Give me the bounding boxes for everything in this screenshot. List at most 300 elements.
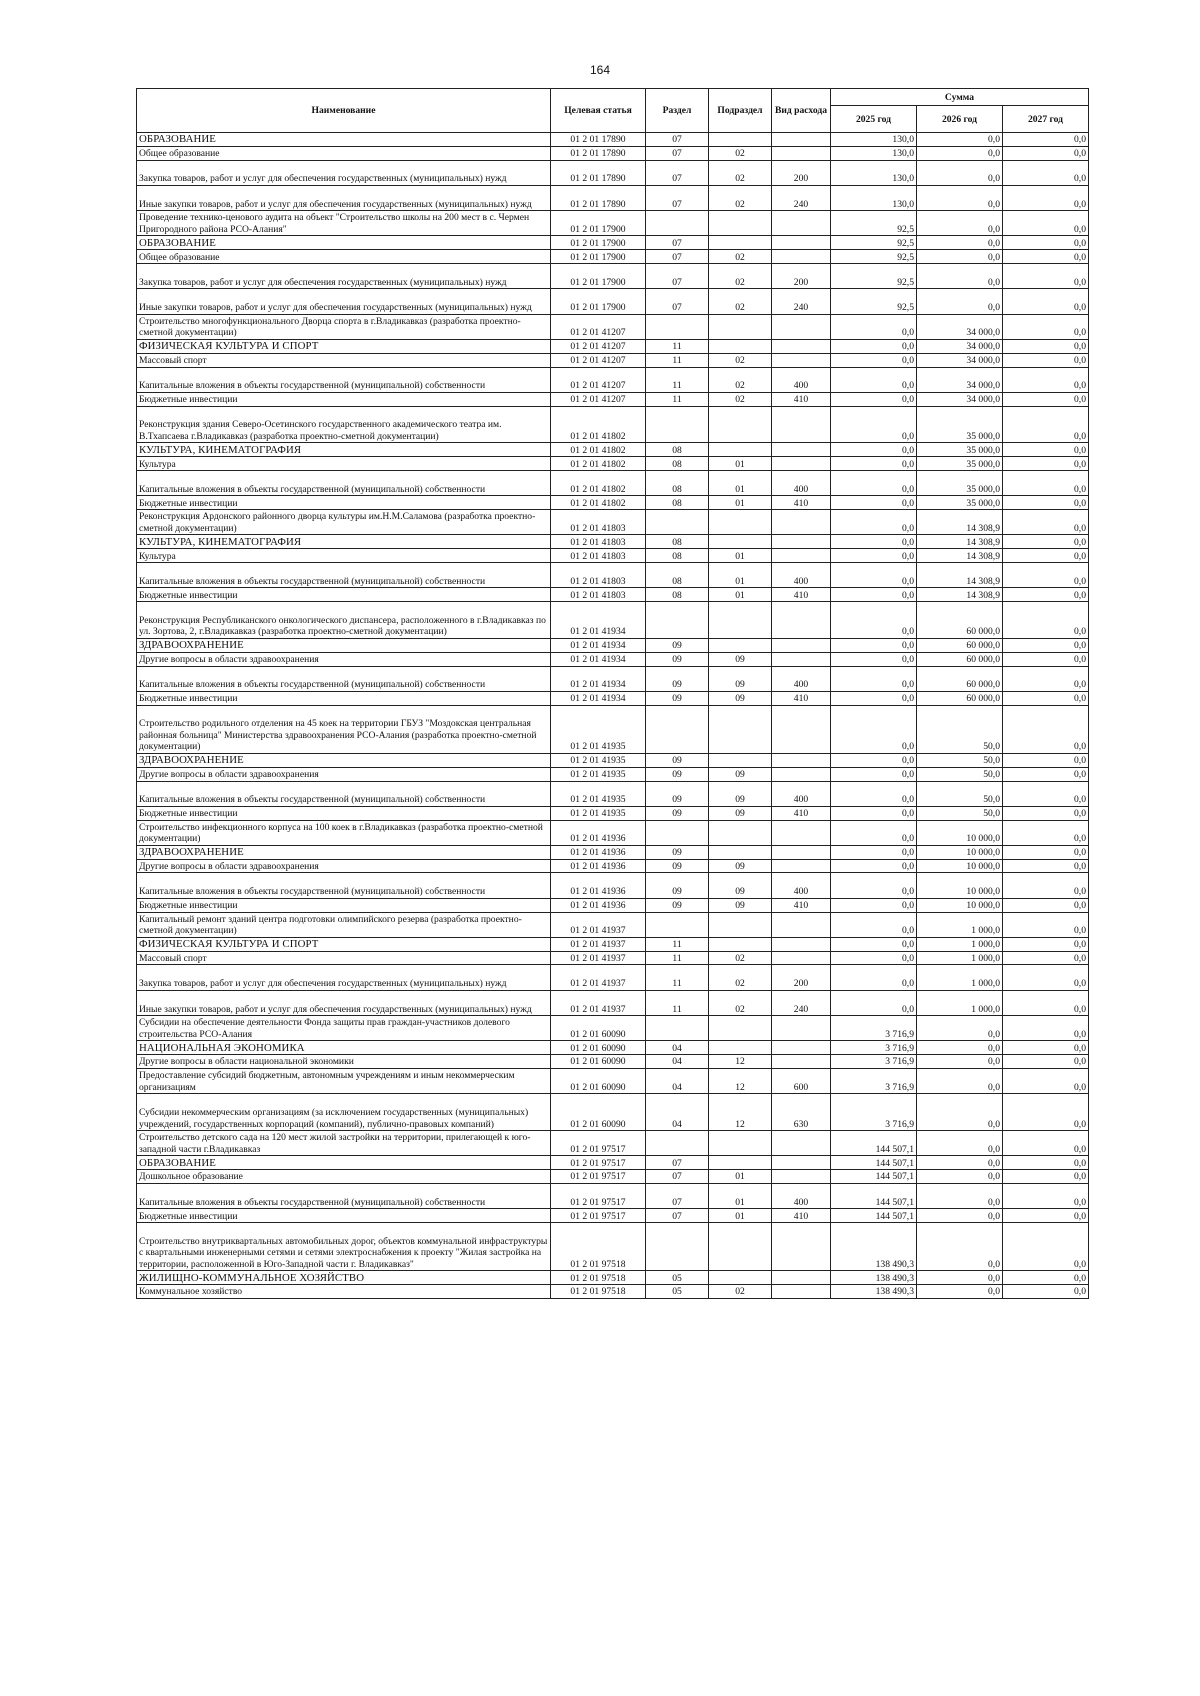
cell-sum-2026: 14 308,9 (917, 588, 1003, 602)
cell-section: 09 (646, 666, 709, 691)
cell-subsection: 09 (709, 898, 772, 912)
cell-section: 07 (646, 133, 709, 147)
table-row (137, 1223, 1089, 1271)
table-row (137, 471, 1089, 496)
cell-expense-kind (772, 912, 831, 937)
cell-sum-2027: 0,0 (1003, 535, 1089, 549)
cell-sum-2026: 50,0 (917, 806, 1003, 820)
cell-name: Общее образование (137, 146, 551, 160)
cell-section: 11 (646, 965, 709, 990)
cell-subsection (709, 1016, 772, 1041)
cell-sum-2026: 60 000,0 (917, 638, 1003, 652)
cell-section (646, 912, 709, 937)
cell-subsection: 09 (709, 767, 772, 781)
cell-name: Бюджетные инвестиции (137, 1209, 551, 1223)
cell-expense-kind (772, 314, 831, 339)
cell-sum-2025: 0,0 (831, 873, 917, 898)
cell-subsection: 01 (709, 549, 772, 563)
cell-section: 09 (646, 845, 709, 859)
cell-name: Капитальные вложения в объекты государственной (муниципальной) собственности (137, 563, 551, 588)
cell-sum-2027: 0,0 (1003, 353, 1089, 367)
cell-sum-2027: 0,0 (1003, 160, 1089, 185)
cell-target-article: 01 2 01 41935 (551, 806, 646, 820)
table-row (137, 652, 1089, 666)
cell-subsection: 09 (709, 781, 772, 806)
cell-expense-kind (772, 236, 831, 250)
cell-sum-2025: 0,0 (831, 314, 917, 339)
table-row (137, 1068, 1089, 1093)
cell-subsection (709, 1131, 772, 1156)
cell-section (646, 1131, 709, 1156)
cell-name: Дошкольное образование (137, 1170, 551, 1184)
cell-target-article: 01 2 01 17890 (551, 133, 646, 147)
cell-sum-2027: 0,0 (1003, 250, 1089, 264)
cell-sum-2026: 34 000,0 (917, 392, 1003, 406)
cell-sum-2027: 0,0 (1003, 691, 1089, 705)
cell-sum-2025: 0,0 (831, 549, 917, 563)
cell-sum-2026: 34 000,0 (917, 367, 1003, 392)
cell-subsection: 09 (709, 806, 772, 820)
cell-target-article: 01 2 01 60090 (551, 1068, 646, 1093)
cell-section: 09 (646, 873, 709, 898)
cell-subsection (709, 1271, 772, 1285)
cell-target-article: 01 2 01 41935 (551, 781, 646, 806)
cell-expense-kind (772, 353, 831, 367)
table-row (137, 638, 1089, 652)
cell-sum-2027: 0,0 (1003, 781, 1089, 806)
header-year-2025: 2025 год (831, 106, 917, 133)
cell-name: Проведение технико-ценового аудита на объект "Строительство школы на 200 мест в с. Чермен Пригородного района РСО-Алания" (137, 211, 551, 236)
cell-sum-2027: 0,0 (1003, 185, 1089, 210)
cell-sum-2026: 50,0 (917, 767, 1003, 781)
cell-subsection (709, 602, 772, 639)
cell-sum-2025: 0,0 (831, 406, 917, 443)
cell-expense-kind: 400 (772, 563, 831, 588)
cell-section (646, 510, 709, 535)
cell-sum-2027: 0,0 (1003, 264, 1089, 289)
cell-sum-2027: 0,0 (1003, 638, 1089, 652)
cell-sum-2027: 0,0 (1003, 845, 1089, 859)
cell-sum-2025: 3 716,9 (831, 1094, 917, 1131)
cell-sum-2025: 0,0 (831, 443, 917, 457)
cell-sum-2025: 92,5 (831, 250, 917, 264)
cell-sum-2025: 0,0 (831, 951, 917, 965)
cell-expense-kind: 410 (772, 691, 831, 705)
cell-expense-kind (772, 250, 831, 264)
cell-sum-2026: 0,0 (917, 1285, 1003, 1299)
table-row (137, 602, 1089, 639)
cell-subsection: 01 (709, 563, 772, 588)
cell-sum-2026: 0,0 (917, 1209, 1003, 1223)
cell-subsection: 02 (709, 965, 772, 990)
cell-section: 04 (646, 1041, 709, 1055)
cell-sum-2026: 0,0 (917, 1156, 1003, 1170)
cell-sum-2025: 144 507,1 (831, 1131, 917, 1156)
cell-sum-2026: 34 000,0 (917, 353, 1003, 367)
cell-expense-kind: 410 (772, 588, 831, 602)
cell-sum-2026: 1 000,0 (917, 965, 1003, 990)
cell-target-article: 01 2 01 41207 (551, 339, 646, 353)
cell-expense-kind (772, 535, 831, 549)
cell-sum-2026: 10 000,0 (917, 873, 1003, 898)
cell-name: ЗДРАВООХРАНЕНИЕ (137, 638, 551, 652)
cell-sum-2026: 10 000,0 (917, 820, 1003, 845)
cell-sum-2025: 3 716,9 (831, 1055, 917, 1069)
cell-target-article: 01 2 01 41803 (551, 549, 646, 563)
cell-section (646, 211, 709, 236)
cell-name: Капитальные вложения в объекты государственной (муниципальной) собственности (137, 781, 551, 806)
cell-target-article: 01 2 01 41934 (551, 602, 646, 639)
cell-subsection: 09 (709, 652, 772, 666)
cell-subsection (709, 1156, 772, 1170)
cell-section: 04 (646, 1055, 709, 1069)
cell-name: Иные закупки товаров, работ и услуг для обеспечения государственных (муниципальных) нужд (137, 990, 551, 1015)
cell-sum-2027: 0,0 (1003, 549, 1089, 563)
cell-expense-kind (772, 767, 831, 781)
header-target-article: Целевая статья (551, 89, 646, 133)
cell-subsection: 09 (709, 691, 772, 705)
cell-sum-2025: 138 490,3 (831, 1271, 917, 1285)
table-row (137, 1094, 1089, 1131)
table-row (137, 1055, 1089, 1069)
cell-sum-2026: 10 000,0 (917, 859, 1003, 873)
cell-section: 04 (646, 1068, 709, 1093)
cell-target-article: 01 2 01 17900 (551, 250, 646, 264)
table-row (137, 705, 1089, 753)
cell-sum-2025: 138 490,3 (831, 1223, 917, 1271)
cell-target-article: 01 2 01 41937 (551, 990, 646, 1015)
cell-name: Строительство многофункционального Дворца спорта в г.Владикавказ (разработка проектно-сметной документации) (137, 314, 551, 339)
cell-sum-2026: 0,0 (917, 1170, 1003, 1184)
cell-name: Иные закупки товаров, работ и услуг для обеспечения государственных (муниципальных) нужд (137, 289, 551, 314)
cell-expense-kind (772, 549, 831, 563)
table-row (137, 1016, 1089, 1041)
cell-sum-2027: 0,0 (1003, 443, 1089, 457)
cell-target-article: 01 2 01 41935 (551, 705, 646, 753)
cell-expense-kind (772, 339, 831, 353)
cell-expense-kind (772, 1170, 831, 1184)
cell-subsection (709, 211, 772, 236)
table-row (137, 236, 1089, 250)
cell-subsection (709, 1223, 772, 1271)
cell-subsection: 01 (709, 471, 772, 496)
cell-name: ОБРАЗОВАНИЕ (137, 133, 551, 147)
cell-sum-2025: 0,0 (831, 937, 917, 951)
cell-expense-kind: 200 (772, 264, 831, 289)
cell-target-article: 01 2 01 97517 (551, 1131, 646, 1156)
cell-subsection (709, 1041, 772, 1055)
cell-sum-2027: 0,0 (1003, 753, 1089, 767)
cell-section: 09 (646, 753, 709, 767)
table-header (137, 89, 1089, 133)
cell-section (646, 705, 709, 753)
cell-sum-2027: 0,0 (1003, 471, 1089, 496)
cell-name: КУЛЬТУРА, КИНЕМАТОГРАФИЯ (137, 535, 551, 549)
cell-target-article: 01 2 01 41207 (551, 314, 646, 339)
cell-section: 07 (646, 160, 709, 185)
cell-target-article: 01 2 01 41207 (551, 392, 646, 406)
cell-target-article: 01 2 01 41207 (551, 353, 646, 367)
table-row (137, 691, 1089, 705)
cell-sum-2025: 92,5 (831, 289, 917, 314)
cell-target-article: 01 2 01 60090 (551, 1016, 646, 1041)
cell-section: 04 (646, 1094, 709, 1131)
cell-target-article: 01 2 01 41937 (551, 951, 646, 965)
cell-target-article: 01 2 01 41937 (551, 937, 646, 951)
table-row (137, 990, 1089, 1015)
cell-subsection: 02 (709, 951, 772, 965)
cell-subsection: 01 (709, 1183, 772, 1208)
cell-sum-2026: 0,0 (917, 146, 1003, 160)
cell-name: Бюджетные инвестиции (137, 898, 551, 912)
cell-name: Строительство инфекционного корпуса на 100 коек в г.Владикавказ (разработка проектно-сметной документации) (137, 820, 551, 845)
cell-sum-2027: 0,0 (1003, 496, 1089, 510)
cell-sum-2026: 35 000,0 (917, 443, 1003, 457)
cell-expense-kind: 410 (772, 1209, 831, 1223)
cell-section (646, 406, 709, 443)
table-row (137, 443, 1089, 457)
cell-sum-2025: 130,0 (831, 146, 917, 160)
cell-sum-2027: 0,0 (1003, 1271, 1089, 1285)
cell-sum-2026: 35 000,0 (917, 406, 1003, 443)
cell-name: Другие вопросы в области здравоохранения (137, 859, 551, 873)
cell-subsection: 12 (709, 1055, 772, 1069)
cell-subsection: 12 (709, 1068, 772, 1093)
cell-sum-2025: 0,0 (831, 898, 917, 912)
cell-sum-2027: 0,0 (1003, 859, 1089, 873)
table-row (137, 264, 1089, 289)
cell-name: Культура (137, 549, 551, 563)
cell-section: 11 (646, 937, 709, 951)
cell-sum-2025: 0,0 (831, 496, 917, 510)
cell-sum-2025: 0,0 (831, 638, 917, 652)
cell-target-article: 01 2 01 41936 (551, 898, 646, 912)
cell-target-article: 01 2 01 41802 (551, 471, 646, 496)
cell-sum-2027: 0,0 (1003, 1055, 1089, 1069)
cell-sum-2027: 0,0 (1003, 406, 1089, 443)
cell-name: Бюджетные инвестиции (137, 588, 551, 602)
cell-sum-2026: 0,0 (917, 133, 1003, 147)
cell-name: ЗДРАВООХРАНЕНИЕ (137, 845, 551, 859)
cell-expense-kind: 200 (772, 160, 831, 185)
cell-sum-2025: 0,0 (831, 753, 917, 767)
cell-sum-2027: 0,0 (1003, 820, 1089, 845)
cell-section: 07 (646, 1156, 709, 1170)
cell-sum-2027: 0,0 (1003, 1285, 1089, 1299)
cell-sum-2027: 0,0 (1003, 236, 1089, 250)
cell-target-article: 01 2 01 41802 (551, 496, 646, 510)
cell-target-article: 01 2 01 41803 (551, 588, 646, 602)
cell-subsection: 02 (709, 264, 772, 289)
budget-table (136, 88, 1089, 1299)
table-row (137, 951, 1089, 965)
cell-sum-2027: 0,0 (1003, 1016, 1089, 1041)
cell-section: 07 (646, 1170, 709, 1184)
table-body (137, 133, 1089, 1299)
cell-target-article: 01 2 01 41934 (551, 666, 646, 691)
cell-expense-kind (772, 1041, 831, 1055)
cell-sum-2027: 0,0 (1003, 898, 1089, 912)
table-row (137, 133, 1089, 147)
table-row (137, 937, 1089, 951)
cell-target-article: 01 2 01 41936 (551, 845, 646, 859)
table-row (137, 339, 1089, 353)
cell-expense-kind (772, 1285, 831, 1299)
cell-sum-2026: 0,0 (917, 1183, 1003, 1208)
cell-target-article: 01 2 01 17900 (551, 264, 646, 289)
cell-sum-2027: 0,0 (1003, 912, 1089, 937)
cell-expense-kind: 410 (772, 806, 831, 820)
cell-section: 11 (646, 392, 709, 406)
cell-target-article: 01 2 01 60090 (551, 1055, 646, 1069)
header-name: Наименование (137, 89, 551, 133)
cell-sum-2026: 0,0 (917, 1223, 1003, 1271)
cell-sum-2025: 0,0 (831, 588, 917, 602)
cell-sum-2026: 0,0 (917, 185, 1003, 210)
table-row (137, 753, 1089, 767)
cell-name: Бюджетные инвестиции (137, 806, 551, 820)
cell-sum-2027: 0,0 (1003, 873, 1089, 898)
cell-section: 09 (646, 898, 709, 912)
cell-name: Закупка товаров, работ и услуг для обеспечения государственных (муниципальных) нужд (137, 264, 551, 289)
cell-sum-2025: 130,0 (831, 160, 917, 185)
cell-target-article: 01 2 01 97517 (551, 1156, 646, 1170)
cell-sum-2025: 0,0 (831, 652, 917, 666)
cell-expense-kind (772, 406, 831, 443)
cell-section: 09 (646, 781, 709, 806)
cell-sum-2026: 10 000,0 (917, 845, 1003, 859)
header-year-2027: 2027 год (1003, 106, 1089, 133)
cell-name: Капитальные вложения в объекты государственной (муниципальной) собственности (137, 873, 551, 898)
cell-sum-2025: 0,0 (831, 535, 917, 549)
cell-sum-2026: 14 308,9 (917, 549, 1003, 563)
cell-subsection: 01 (709, 1209, 772, 1223)
cell-sum-2027: 0,0 (1003, 990, 1089, 1015)
cell-target-article: 01 2 01 17890 (551, 185, 646, 210)
cell-name: ФИЗИЧЕСКАЯ КУЛЬТУРА И СПОРТ (137, 937, 551, 951)
cell-section: 11 (646, 353, 709, 367)
cell-target-article: 01 2 01 97517 (551, 1183, 646, 1208)
cell-sum-2027: 0,0 (1003, 457, 1089, 471)
cell-expense-kind (772, 1131, 831, 1156)
table-row (137, 250, 1089, 264)
cell-sum-2025: 144 507,1 (831, 1156, 917, 1170)
cell-subsection: 02 (709, 185, 772, 210)
cell-subsection: 01 (709, 1170, 772, 1184)
cell-name: Строительство родильного отделения на 45 коек на территории ГБУЗ "Моздокская центральная районная больница" Министерства здравоохранения РСО-Алания (разработка проектно-сметной документации) (137, 705, 551, 753)
cell-sum-2025: 0,0 (831, 806, 917, 820)
cell-sum-2027: 0,0 (1003, 1170, 1089, 1184)
cell-sum-2025: 3 716,9 (831, 1016, 917, 1041)
cell-expense-kind (772, 705, 831, 753)
cell-expense-kind (772, 845, 831, 859)
cell-section: 07 (646, 1209, 709, 1223)
cell-sum-2026: 1 000,0 (917, 937, 1003, 951)
table-row (137, 1271, 1089, 1285)
cell-subsection (709, 443, 772, 457)
cell-target-article: 01 2 01 60090 (551, 1041, 646, 1055)
table-row (137, 160, 1089, 185)
table-row (137, 820, 1089, 845)
cell-sum-2026: 0,0 (917, 264, 1003, 289)
cell-name: НАЦИОНАЛЬНАЯ ЭКОНОМИКА (137, 1041, 551, 1055)
cell-target-article: 01 2 01 41936 (551, 859, 646, 873)
cell-expense-kind: 240 (772, 289, 831, 314)
cell-name: Предоставление субсидий бюджетным, автономным учреждениям и иным некоммерческим организациям (137, 1068, 551, 1093)
cell-name: Капитальные вложения в объекты государственной (муниципальной) собственности (137, 1183, 551, 1208)
cell-name: Массовый спорт (137, 353, 551, 367)
cell-subsection (709, 510, 772, 535)
cell-subsection: 09 (709, 873, 772, 898)
cell-sum-2025: 0,0 (831, 457, 917, 471)
table-row (137, 781, 1089, 806)
cell-target-article: 01 2 01 41935 (551, 767, 646, 781)
cell-sum-2026: 0,0 (917, 160, 1003, 185)
cell-name: Коммунальное хозяйство (137, 1285, 551, 1299)
table-row (137, 314, 1089, 339)
cell-target-article: 01 2 01 41803 (551, 510, 646, 535)
cell-sum-2026: 1 000,0 (917, 990, 1003, 1015)
cell-sum-2026: 14 308,9 (917, 510, 1003, 535)
cell-section: 09 (646, 859, 709, 873)
cell-section: 07 (646, 236, 709, 250)
cell-target-article: 01 2 01 41802 (551, 443, 646, 457)
cell-target-article: 01 2 01 97517 (551, 1209, 646, 1223)
cell-sum-2025: 0,0 (831, 965, 917, 990)
cell-sum-2027: 0,0 (1003, 588, 1089, 602)
cell-subsection (709, 845, 772, 859)
cell-sum-2027: 0,0 (1003, 339, 1089, 353)
cell-sum-2026: 0,0 (917, 1271, 1003, 1285)
cell-target-article: 01 2 01 60090 (551, 1094, 646, 1131)
cell-subsection: 02 (709, 250, 772, 264)
cell-sum-2025: 0,0 (831, 367, 917, 392)
cell-target-article: 01 2 01 41207 (551, 367, 646, 392)
cell-section: 07 (646, 185, 709, 210)
cell-section: 08 (646, 443, 709, 457)
cell-name: Общее образование (137, 250, 551, 264)
table-row (137, 1183, 1089, 1208)
cell-subsection (709, 638, 772, 652)
cell-section: 08 (646, 471, 709, 496)
cell-name: Реконструкция здания Северо-Осетинского государственного академического театра им. В.Тхапсаева г.Владикавказ (разработка проектно-сметной документации) (137, 406, 551, 443)
cell-subsection: 02 (709, 990, 772, 1015)
cell-name: ЖИЛИЩНО-КОММУНАЛЬНОЕ ХОЗЯЙСТВО (137, 1271, 551, 1285)
cell-expense-kind: 410 (772, 392, 831, 406)
cell-sum-2025: 0,0 (831, 845, 917, 859)
cell-sum-2026: 60 000,0 (917, 691, 1003, 705)
cell-sum-2026: 0,0 (917, 289, 1003, 314)
cell-name: КУЛЬТУРА, КИНЕМАТОГРАФИЯ (137, 443, 551, 457)
cell-sum-2025: 0,0 (831, 767, 917, 781)
cell-sum-2026: 35 000,0 (917, 471, 1003, 496)
cell-expense-kind (772, 1156, 831, 1170)
cell-subsection (709, 236, 772, 250)
cell-target-article: 01 2 01 41934 (551, 638, 646, 652)
cell-expense-kind (772, 638, 831, 652)
cell-sum-2026: 1 000,0 (917, 912, 1003, 937)
cell-section (646, 314, 709, 339)
cell-subsection (709, 133, 772, 147)
cell-sum-2027: 0,0 (1003, 289, 1089, 314)
cell-sum-2025: 0,0 (831, 820, 917, 845)
cell-subsection: 02 (709, 392, 772, 406)
table-row (137, 367, 1089, 392)
cell-sum-2027: 0,0 (1003, 705, 1089, 753)
cell-sum-2026: 14 308,9 (917, 535, 1003, 549)
cell-target-article: 01 2 01 41936 (551, 820, 646, 845)
cell-expense-kind (772, 1016, 831, 1041)
